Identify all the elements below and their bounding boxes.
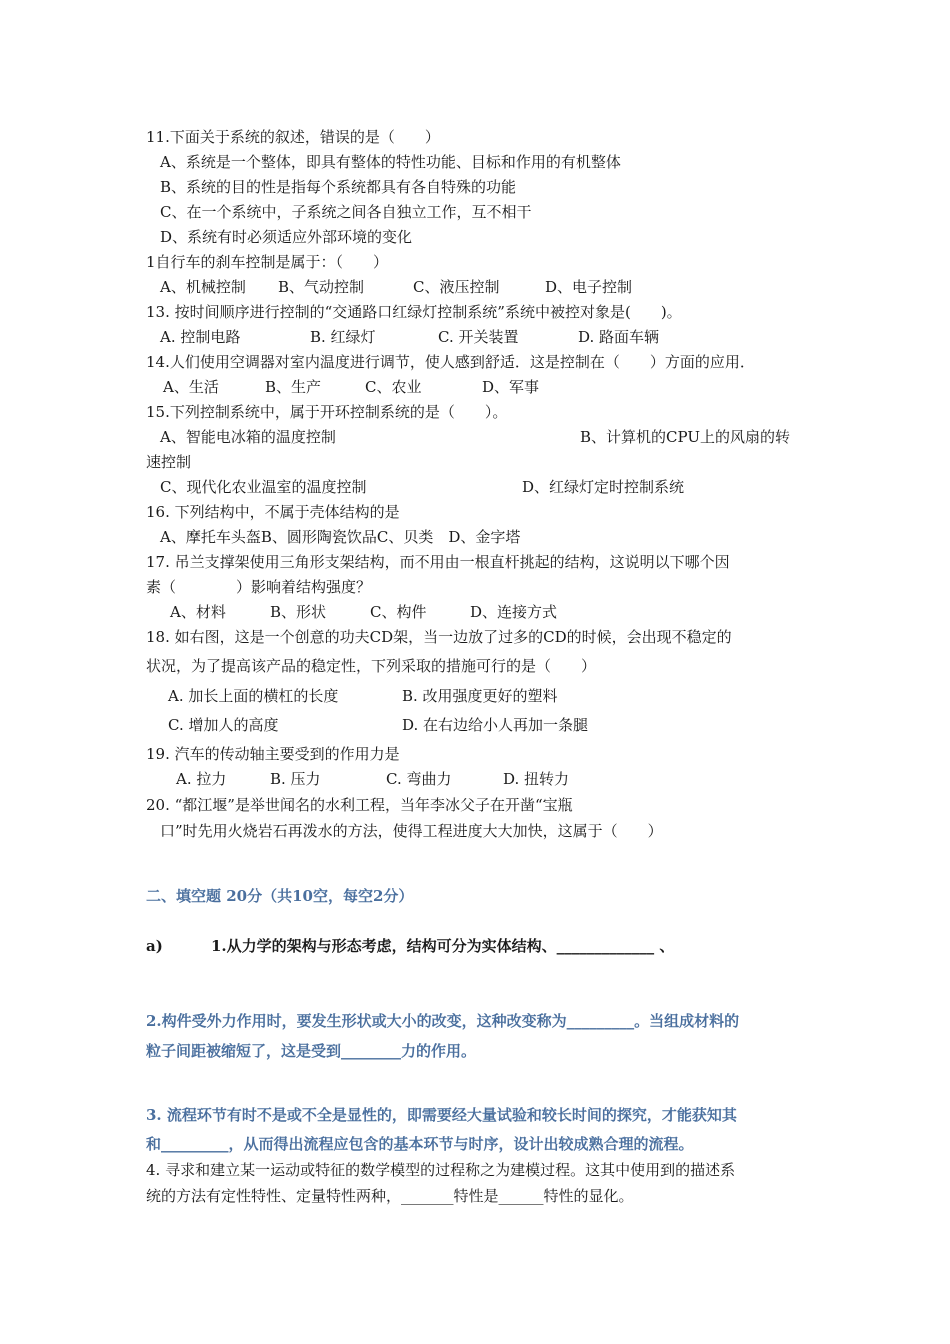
fill-1-marker: a) [146, 937, 163, 955]
q13-option-d: D. 路面车辆 [578, 328, 660, 346]
q12-option-c: C、液压控制 [413, 278, 500, 296]
q11-stem: 11.下面关于系统的叙述，错误的是（ ） [146, 128, 440, 146]
fill-2-line-1: 2.构件受外力作用时，要发生形状或大小的改变，这种改变称为_________。当组成材料的 [146, 1012, 740, 1030]
q12-option-d: D、电子控制 [545, 278, 633, 296]
fill-4-line-2: 统的方法有定性特性、定量特性两种，_______特性是______特性的显化。 [146, 1187, 634, 1205]
q14-stem: 14.人们使用空调器对室内温度进行调节，使人感到舒适．这是控制在（ ）方面的应用． [146, 353, 755, 371]
q13-option-a: A. 控制电路 [160, 328, 241, 346]
q19-stem: 19. 汽车的传动轴主要受到的作用力是 [146, 745, 400, 763]
fill-2-line-2: 粒子间距被缩短了，这是受到________力的作用。 [146, 1042, 477, 1060]
q19-option-c: C. 弯曲力 [386, 770, 452, 788]
q19-option-a: A. 拉力 [176, 770, 227, 788]
q18-option-b: B. 改用强度更好的塑料 [402, 687, 558, 705]
q15-stem: 15.下列控制系统中，属于开环控制系统的是（ ）。 [146, 403, 508, 421]
fill-1-text: 1.从力学的架构与形态考虑，结构可分为实体结构、_____________ 、 [211, 937, 675, 955]
q18-option-d: D. 在右边给小人再加一条腿 [402, 716, 589, 734]
q12-stem: 1自行车的刹车控制是属于：（ ） [146, 253, 389, 271]
q19-option-d: D. 扭转力 [503, 770, 570, 788]
q17-option-b: B、形状 [270, 603, 327, 621]
q13-option-b: B. 红绿灯 [310, 328, 376, 346]
q15-option-c: C、现代化农业温室的温度控制 [160, 478, 367, 496]
q17-stem: 17. 吊兰支撑架使用三角形支架结构，而不用由一根直杆挑起的结构，这说明以下哪个因 [146, 553, 730, 571]
q17-option-c: C、构件 [370, 603, 427, 621]
q17-option-d: D、连接方式 [470, 603, 558, 621]
q11-option-d: D、系统有时必须适应外部环境的变化 [160, 228, 413, 246]
fill-3-line-2: 和_________，从而得出流程应包含的基本环节与时序，设计出较成熟合理的流程。 [146, 1135, 694, 1153]
q15-option-a: A、智能电冰箱的温度控制 [160, 428, 336, 446]
q18-stem-cont: 状况，为了提高该产品的稳定性，下列采取的措施可行的是（ ） [146, 657, 597, 675]
q20-stem-cont: 口”时先用火烧岩石再泼水的方法，使得工程进度大大加快，这属于（ ） [160, 822, 663, 840]
q14-option-c: C、农业 [365, 378, 422, 396]
q17-option-a: A、材料 [170, 603, 226, 621]
q15-option-d: D、红绿灯定时控制系统 [522, 478, 685, 496]
q14-option-a: A、生活 [163, 378, 219, 396]
fill-4-line-1: 4. 寻求和建立某一运动或特征的数学模型的过程称之为建模过程。这其中使用到的描述系 [146, 1161, 736, 1179]
q12-option-b: B、气动控制 [278, 278, 365, 296]
q11-option-c: C、在一个系统中，子系统之间各自独立工作，互不相干 [160, 203, 532, 221]
q11-option-a: A、系统是一个整体，即具有整体的特性功能、目标和作用的有机整体 [160, 153, 621, 171]
q19-option-b: B. 压力 [270, 770, 321, 788]
q20-stem: 20. “都江堰”是举世闻名的水利工程，当年李冰父子在开凿“宝瓶 [146, 796, 573, 814]
q13-option-c: C. 开关装置 [438, 328, 519, 346]
q17-stem-cont: 素（ ）影响着结构强度？ [146, 578, 372, 596]
section-2-title: 二、填空题 20分（共10空，每空2分） [146, 887, 414, 905]
q16-stem: 16. 下列结构中，不属于壳体结构的是 [146, 503, 400, 521]
q18-stem: 18. 如右图，这是一个创意的功夫CD架，当一边放了过多的CD的时候，会出现不稳定的 [146, 628, 732, 646]
q14-option-b: B、生产 [265, 378, 322, 396]
q15-option-b: B、计算机的CPU上的风扇的转 [580, 428, 790, 446]
q18-option-a: A. 加长上面的横杠的长度 [168, 687, 339, 705]
q16-options: A、摩托车头盔B、圆形陶瓷饮品C、贝类 D、金字塔 [160, 528, 521, 546]
q12-option-a: A、机械控制 [160, 278, 246, 296]
q18-option-c: C. 增加人的高度 [168, 716, 279, 734]
fill-3-line-1: 3. 流程环节有时不是或不全是显性的，即需要经大量试验和较长时间的探究，才能获知其 [146, 1106, 737, 1124]
q14-option-d: D、军事 [482, 378, 540, 396]
q13-stem: 13. 按时间顺序进行控制的“交通路口红绿灯控制系统”系统中被控对象是( )。 [146, 303, 682, 321]
q11-option-b: B、系统的目的性是指每个系统都具有各自特殊的功能 [160, 178, 517, 196]
q15-option-b-cont: 速控制 [146, 453, 192, 471]
